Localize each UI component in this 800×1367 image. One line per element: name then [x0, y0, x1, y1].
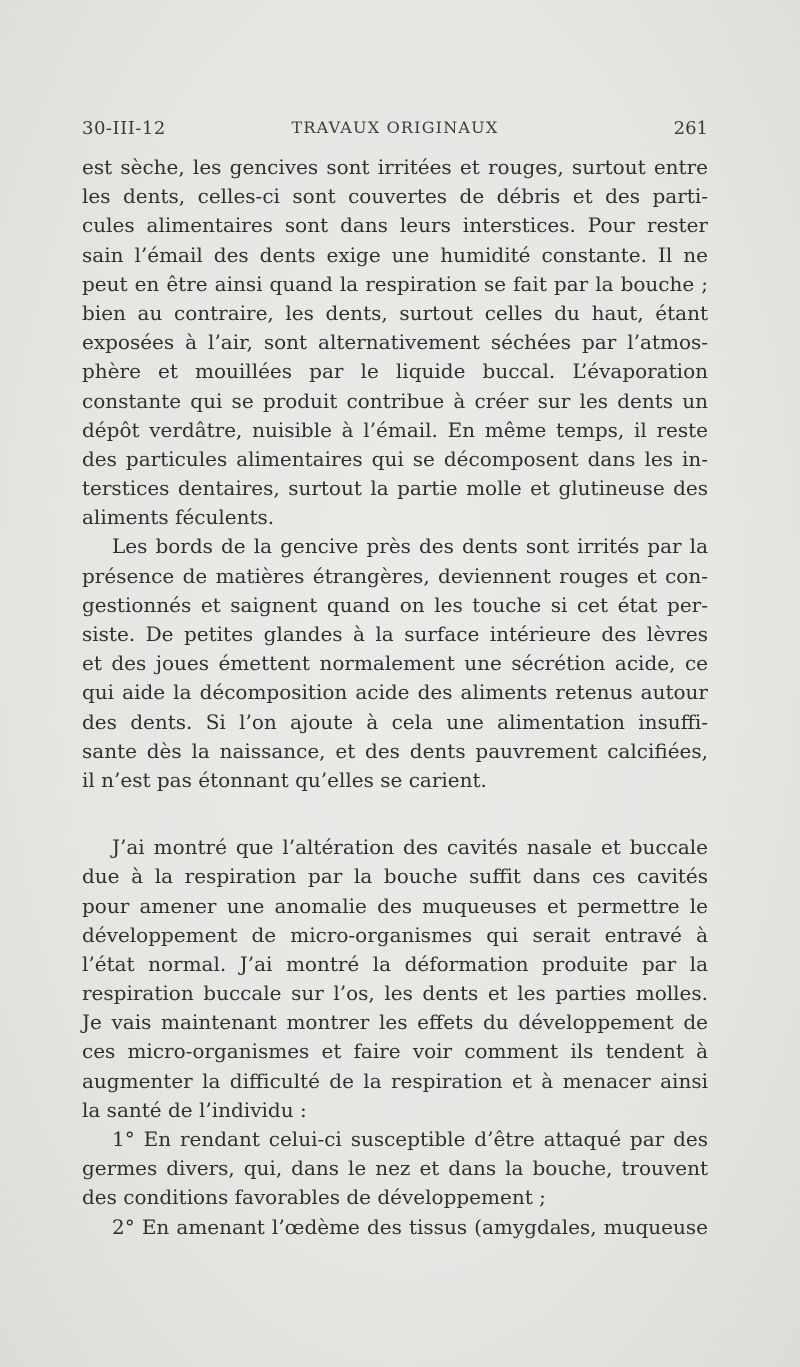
text-line: présence de matières étrangères, deviennent rouges et con- — [82, 563, 708, 588]
text-line: il n’est pas étonnant qu’elles se carient. — [82, 767, 487, 792]
text-line: l’état normal. J’ai montré la déformation produite par la — [82, 951, 708, 976]
text-line: siste. De petites glandes à la surface intérieure des lèvres — [82, 622, 708, 646]
text-line: due à la respiration par la bouche suffit dans ces cavités — [82, 864, 708, 889]
text-line: Je vais maintenant montrer les effets du développement de — [82, 1010, 708, 1035]
header-date: 30-III-12 — [82, 118, 166, 139]
text-line: des particules alimentaires qui se décomposent dans les in- — [82, 446, 708, 471]
page-number: 261 — [673, 118, 708, 139]
text-line: phère et mouillées par le liquide buccal. L’évaporation — [82, 359, 708, 384]
text-line: germes divers, qui, dans le nez et dans la bouche, trouvent — [82, 1156, 708, 1181]
text-line: développement de micro-organismes qui serait entravé à — [82, 922, 708, 947]
text-line: augmenter la difficulté de la respiration et à menacer ainsi — [82, 1068, 708, 1093]
running-header — [82, 118, 708, 142]
text-line: 1° En rendant celui-ci susceptible d’être attaqué par des — [112, 1127, 708, 1151]
text-line: cules alimentaires sont dans leurs interstices. Pour rester — [82, 213, 708, 238]
text-line: aliments féculents. — [82, 505, 275, 530]
body-text — [82, 153, 708, 1242]
text-line: la santé de l’individu : — [82, 1097, 307, 1122]
text-line: sante dès la naissance, et des dents pauvrement calcifiées, — [82, 738, 708, 763]
text-line: est sèche, les gencives sont irritées et rouges, surtout entre — [82, 155, 708, 179]
text-line: des conditions favorables de développement ; — [82, 1185, 546, 1210]
text-line: J’ai montré que l’altération des cavités nasale et buccale — [112, 835, 708, 860]
text-line: et des joues émettent normalement une sécrétion acide, ce — [82, 651, 708, 676]
header-section-title: TRAVAUX ORIGINAUX — [291, 118, 499, 137]
text-line: constante qui se produit contribue à créer sur les dents un — [82, 388, 708, 413]
text-line: ces micro-organismes et faire voir comment ils tendent à — [82, 1039, 708, 1064]
text-line: terstices dentaires, surtout la partie molle et glutineuse des — [82, 476, 708, 501]
text-line: sain l’émail des dents exige une humidité constante. Il ne — [82, 242, 708, 267]
text-line: 2° En amenant l’œdème des tissus (amygdales, muqueuse — [112, 1214, 708, 1239]
text-line: des dents. Si l’on ajoute à cela une alimentation insuffi- — [82, 709, 708, 734]
text-line: peut en être ainsi quand la respiration se fait par la bouche ; — [82, 271, 708, 296]
text-line: Les bords de la gencive près des dents sont irrités par la — [112, 534, 708, 559]
text-line: gestionnés et saignent quand on les touche si cet état per- — [82, 592, 708, 617]
text-line: les dents, celles-ci sont couvertes de débris et des parti- — [82, 184, 708, 209]
text-line: dépôt verdâtre, nuisible à l’émail. En même temps, il reste — [82, 417, 708, 442]
text-line: pour amener une anomalie des muqueuses et permettre le — [82, 893, 708, 918]
text-line: respiration buccale sur l’os, les dents et les parties molles. — [82, 981, 708, 1006]
text-line: qui aide la décomposition acide des aliments retenus autour — [82, 680, 708, 705]
paragraph-gap — [82, 795, 708, 833]
text-line: exposées à l’air, sont alternativement séchées par l’atmos- — [82, 330, 708, 355]
text-line: bien au contraire, les dents, surtout celles du haut, étant — [82, 300, 708, 325]
